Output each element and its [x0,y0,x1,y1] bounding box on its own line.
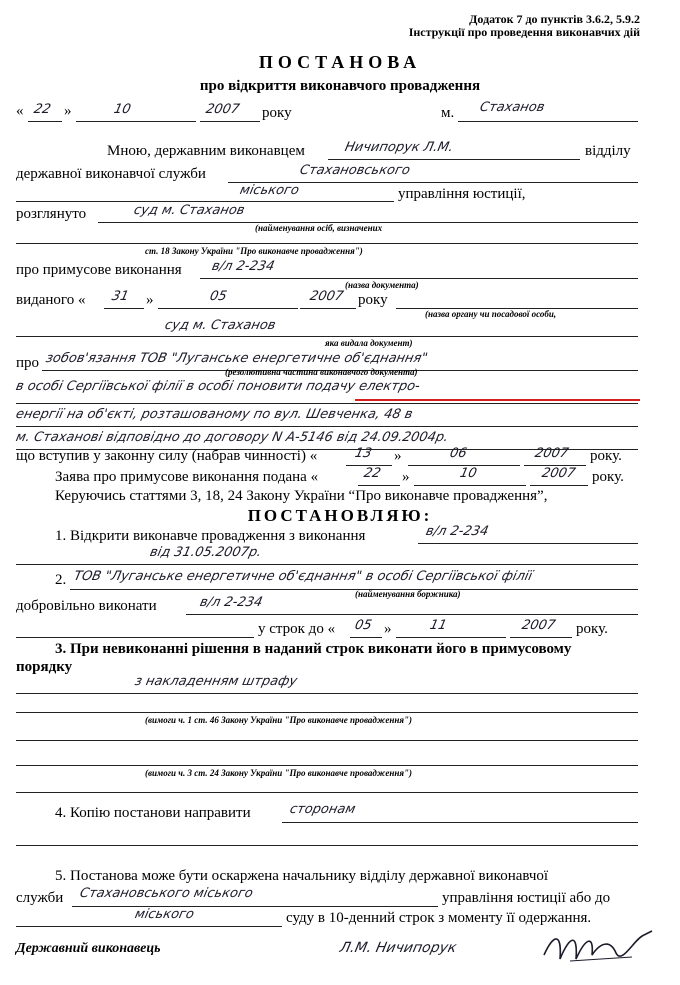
item5-court-value: міського [133,907,196,922]
item4-value: сторонам [288,802,357,817]
term-label: у строк до « [258,621,336,637]
executor-label: Мною, державним виконавцем [107,143,305,159]
item5-court-suffix: суду в 10-денний строк з моменту її одержання. [286,910,592,926]
statement-label: Заява про примусове виконання подана « [55,469,319,485]
resolution-line-3: м. Стаханові відповідно до договору N А-5146 від 24.09.2004р. [14,430,450,445]
service-label: державної виконавчої служби [16,166,206,182]
justice-value: міського [238,183,301,198]
item1-value: в/л 2-234 [424,524,490,539]
effect-day: 13 [353,446,374,461]
executor-name-signed: Л.М. Ничипорук [338,940,459,956]
about-label: про [16,355,40,371]
item5-justice-suffix: управління юстиції або до [442,890,611,906]
annex-note [409,13,640,39]
page-title: ПОСТАНОВА [258,52,422,72]
enforcement-label: про примусове виконання [16,262,182,278]
page-subtitle: про відкриття виконавчого провадження [199,78,481,94]
effect-label: що вступив у законну силу (набрав чинності) « [16,448,318,464]
issued-day: 31 [110,289,131,304]
justice-suffix: управління юстиції, [398,186,526,202]
term-year: 2007 [520,618,557,633]
term-quote-close: » [384,621,392,637]
item3-line-2: порядку [16,659,73,675]
item2-caption: (найменування боржника) [355,589,461,599]
effect-year: 2007 [533,446,570,461]
issued-caption: (назва органу чи посадової особи, [425,309,557,319]
signature-icon [540,925,660,969]
effect-year-word: року. [590,448,622,464]
date-year: 2007 [204,102,241,117]
issued-year-word: року [358,292,388,308]
issuer-caption: яка видала документ) [325,338,413,348]
issuer-value: суд м. Стаханов [163,318,278,333]
item3-caption-2: (вимоги ч. 3 ст. 24 Закону України "Про виконавче провадження") [145,768,412,778]
executor-signature-label: Державний виконавець [16,941,161,956]
statement-year-word: року. [592,469,624,485]
item2-label: 2. [55,572,67,588]
decree-heading: ПОСТАНОВЛЯЮ: [247,506,433,525]
item5-service-value: Стахановського міського [78,886,255,901]
enforcement-value: в/л 2-234 [210,259,276,274]
term-month: 11 [428,618,449,633]
item2-value: ТОВ "Луганське енергетичне об'єднання" в особі Сергіївської філії [72,569,534,584]
issued-month: 05 [208,289,229,304]
issued-year: 2007 [308,289,345,304]
item5-service-label: служби [16,890,64,906]
enforcement-caption: (назва документа) [345,280,419,290]
guided-text: Керуючись статтями 3, 18, 24 Закону України “Про виконавче провадження”, [55,488,548,504]
date-month: 10 [112,102,133,117]
reviewed-caption: (найменування осіб, визначених [255,223,383,233]
reviewed-label: розглянуто [16,206,87,222]
item3-line-1: 3. При невиконанні рішення в наданий строк виконати його в примусовому [55,641,572,657]
voluntary-label: добровільно виконати [16,598,157,614]
statement-quote-close: » [402,469,410,485]
effect-month: 06 [448,446,469,461]
item3-value: з накладенням штрафу [133,674,299,689]
date-day: 22 [32,102,53,117]
item1-label: 1. Відкрити виконавче провадження з виконання [55,528,366,544]
item1-value-2: від 31.05.2007р. [148,545,263,560]
about-value: зобов'язання ТОВ "Луганське енергетичне об'єднання" [44,351,429,366]
item5-line-1: 5. Постанова може бути оскаржена начальнику відділу державної виконавчої [55,868,549,884]
reviewed-value: суд м. Стаханов [132,203,247,218]
executor-suffix: відділу [585,143,631,159]
service-name: Стахановського [298,163,412,178]
city-name: Стаханов [478,100,546,115]
term-year-word: року. [576,621,608,637]
item4-label: 4. Копію постанови направити [55,805,251,821]
issued-quote-close: » [146,292,154,308]
effect-quote-close: » [394,448,402,464]
statement-day: 22 [362,466,383,481]
red-underline [355,399,640,401]
statement-month: 10 [458,466,479,481]
item3-caption-1: (вимоги ч. 1 ст. 46 Закону України "Про виконавче провадження") [145,715,412,725]
city-prefix: м. [441,105,455,121]
resolution-line-1: в особі Сергіївської філії в особі поновити подачу електро- [14,379,422,394]
date-quote-close: » [64,103,72,119]
annex-line-2: Інструкції про проведення виконавчих дій [408,25,640,39]
about-caption: (резолютивна частина виконавчого документа) [225,367,418,377]
term-day: 05 [353,618,374,633]
annex-line-1: Додаток 7 до пунктів 3.6.2, 5.9.2 [469,12,640,26]
executor-name: Ничипорук Л.М. [343,140,455,155]
voluntary-value: в/л 2-234 [198,595,264,610]
law18-caption: ст. 18 Закону України "Про виконавче провадження") [145,246,363,256]
date-year-word: року [262,105,292,121]
date-quote-open: « [16,103,24,119]
issued-label: виданого « [16,292,86,308]
resolution-line-2: енергії на об'єкті, розташованому по вул. Шевченка, 48 в [14,407,415,422]
statement-year: 2007 [540,466,577,481]
signature-mark [540,925,660,969]
